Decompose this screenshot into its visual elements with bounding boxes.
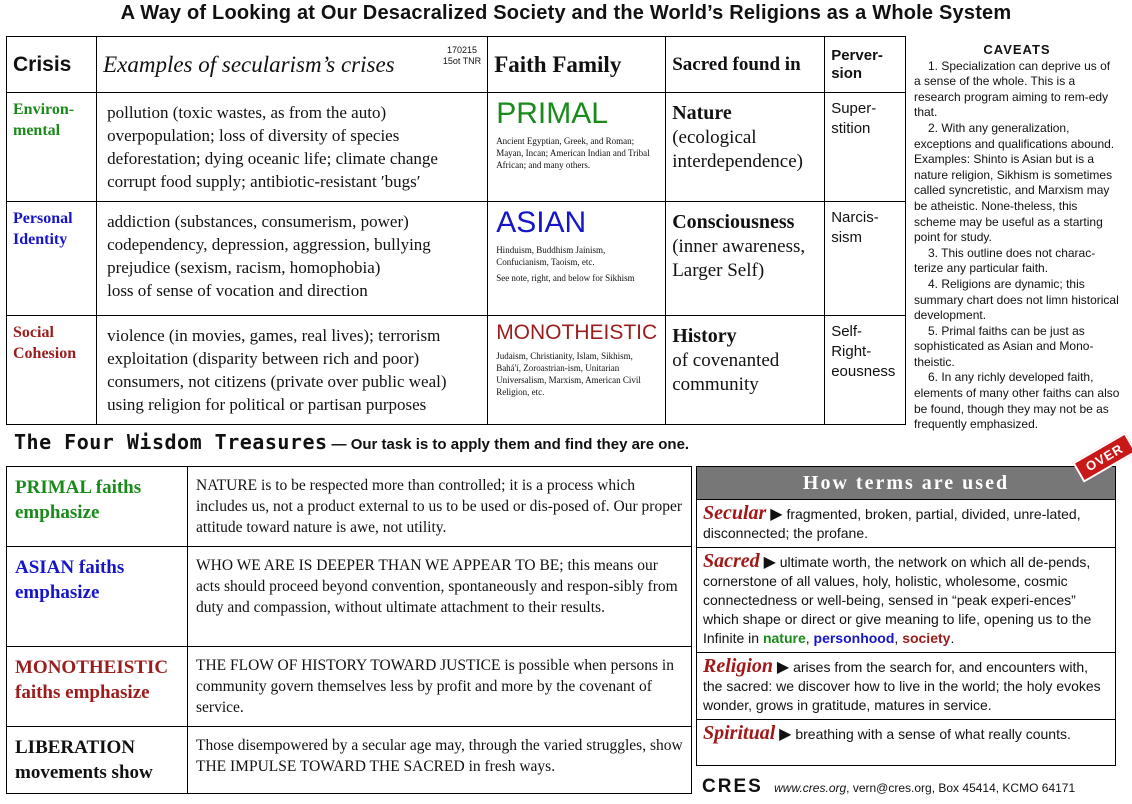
example-item: prejudice (sexism, racism, homophobia)	[107, 258, 381, 277]
family-name: ASIAN	[496, 206, 587, 239]
crisis-environmental	[7, 93, 97, 202]
perversion-cell: Self- Right- eousness	[825, 316, 906, 425]
wisdom-label-asian: ASIAN faiths emphasize	[7, 547, 188, 647]
code-line1: 170215	[446, 45, 478, 55]
caveat-item: 4. Religions are dynamic; this summary chart does not limn historical development.	[914, 276, 1119, 323]
header-faith-family: Faith Family	[488, 37, 666, 93]
sacred-detail: (inner awareness, Larger Self)	[672, 236, 806, 281]
examples-cell	[97, 93, 488, 202]
wisdom-body: is to be respected more than controlled; it is a process which includes us, not a product external to us to be used or dis-posed of. Our proper attitude toward nature is awe, not utility.	[196, 477, 682, 536]
table-row	[7, 647, 692, 727]
play-arrow-icon: ▶	[776, 659, 790, 676]
family-examples: Hinduism, Buddhism Jainism, Confucianism, Taoism, etc.	[496, 245, 606, 267]
caveat-item: 5. Primal faiths can be just as sophisticated as Asian and Mono-theistic.	[914, 323, 1094, 369]
wisdom-key: NATURE	[196, 477, 258, 494]
crisis-line: Cohesion	[13, 345, 77, 362]
table-row	[7, 316, 906, 425]
term-name: Religion	[703, 655, 774, 677]
table-row	[7, 202, 906, 316]
crisis-line: Identity	[13, 231, 68, 248]
wisdom-text	[188, 647, 692, 727]
crisis-line: Personal	[13, 210, 73, 227]
terms-panel	[696, 466, 1116, 766]
family-note: See note, right, and below for Sikhism	[496, 273, 635, 283]
table-row	[7, 93, 906, 202]
caveat-item: 3. This outline does not charac-terize any particular faith.	[914, 245, 1096, 276]
sacred-key: Consciousness	[672, 211, 795, 233]
terms-heading: How terms are used	[697, 467, 1115, 499]
faith-family-asian	[488, 202, 666, 316]
table-row	[7, 727, 692, 794]
website-link[interactable]: www.cres.org	[774, 781, 847, 795]
example-item: overpopulation; loss of diversity of species	[107, 126, 400, 145]
wisdom-table	[6, 466, 692, 794]
crisis-line: Social	[13, 324, 54, 341]
wisdom-key: WHO WE ARE IS DEEPER THAN WE APPEAR TO BE	[196, 557, 560, 574]
header-crisis: Crisis	[7, 37, 97, 93]
sacred-detail: (ecological interdependence)	[672, 127, 803, 172]
wisdom-text	[188, 547, 692, 647]
family-examples: Ancient Egyptian, Greek, and Roman; Mayan, Incan; American Indian and Tribal African; and many others.	[496, 136, 650, 170]
sacred-cell	[666, 93, 825, 202]
crisis-table	[6, 36, 906, 425]
term-definition: ultimate worth, the network on which all de-pends, cornerstone of all values, holy, holistic, wholesome, cosmic connectedness or well-being, sensed in “peak experi-ences” which shape or direct or give meaning to life, opening us to the Infinite in	[703, 554, 1092, 646]
header-sacred-found-in: Sacred found in	[666, 37, 825, 93]
caveats-heading: CAVEATS	[983, 42, 1051, 57]
term-secular	[697, 499, 1115, 547]
term-definition: arises from the search for, and encounters with, the sacred: we discover how to live in the world; the holy evokes wonder, grows in gratitude, matures in service.	[703, 659, 1101, 713]
treasures-subtitle: — Our task is to apply them and find they are one.	[331, 436, 690, 453]
table-row	[7, 547, 692, 647]
family-name: MONOTHEISTIC	[496, 321, 658, 344]
example-item: loss of sense of vocation and direction	[107, 281, 368, 300]
wisdom-text	[188, 467, 692, 547]
sacred-key: History	[672, 325, 737, 347]
examples-cell	[97, 316, 488, 425]
example-item: corrupt food supply; antibiotic-resistant ʹbugsʹ	[107, 172, 421, 191]
family-name: PRIMAL	[496, 97, 608, 130]
wisdom-key: THE FLOW OF HISTORY TOWARD JUSTICE	[196, 657, 501, 674]
code-line2: 15ot TNR	[442, 56, 482, 66]
example-item: using religion for political or partisan purposes	[107, 395, 427, 414]
term-religion	[697, 652, 1115, 719]
keyword-personhood: personhood	[813, 630, 895, 646]
wisdom-body: ; this means our acts should proceed beyond convention, spontaneously and respon-sibly from duty and compassion, without ultimate attachment to their results.	[196, 557, 678, 616]
header-perversion	[825, 37, 906, 93]
sacred-key: Nature	[672, 102, 732, 124]
term-sacred: Sacred ▶ ultimate worth, the network on which all de-pends, cornerstone of all values, holy, holistic, wholesome, cosmic connectedness or well-being, sensed in “peak experi-ences” which shape or direct or give meaning to life, opening us to the Infinite in nature, personhood, society.	[697, 547, 1115, 652]
perversion-cell: Super- stition	[825, 93, 906, 202]
faith-family-monotheistic	[488, 316, 666, 425]
wisdom-label-primal: PRIMAL faiths emphasize	[7, 467, 188, 547]
over-badge: OVER	[1072, 432, 1132, 482]
crisis-line: Environ-	[13, 101, 75, 118]
example-item: exploitation (disparity between rich and poor)	[107, 349, 420, 368]
keyword-nature: nature	[762, 630, 806, 646]
example-item: violence (in movies, games, real lives); terrorism	[107, 326, 441, 345]
wisdom-text	[188, 727, 692, 794]
wisdom-key: THE IMPULSE TOWARD THE SACRED	[196, 758, 465, 775]
header-examples	[97, 37, 488, 93]
term-name: Spiritual	[703, 722, 776, 744]
examples-cell	[97, 202, 488, 316]
page-title: A Way of Looking at Our Desacralized Society and the World’s Religions as a Whole System	[120, 2, 1012, 24]
example-item: addiction (substances, consumerism, power)	[107, 212, 409, 231]
crisis-social-cohesion	[7, 316, 97, 425]
crisis-table-header	[7, 37, 906, 93]
example-item: pollution (toxic wastes, as from the auto)	[107, 103, 387, 122]
sacred-cell	[666, 202, 825, 316]
term-spiritual	[697, 719, 1115, 748]
term-name: Sacred	[703, 550, 760, 572]
treasures-title: The Four Wisdom Treasures	[14, 430, 328, 454]
term-name: Secular	[703, 502, 767, 524]
org-logo: CRES	[702, 776, 763, 797]
faith-family-primal	[488, 93, 666, 202]
wisdom-body: is possible when persons in community govern themselves less by profit and more by the covenant of service.	[196, 657, 674, 716]
header-examples-label: Examples of secularism’s crises	[103, 51, 395, 77]
crisis-line: mental	[13, 122, 61, 139]
crisis-personal-identity	[7, 202, 97, 316]
contact-info: , vern@cres.org, Box 45414, KCMO 64171	[846, 781, 1076, 795]
wisdom-body: Those disempowered by a secular age may, through the varied struggles, show	[196, 737, 683, 754]
play-arrow-icon: ▶	[779, 726, 792, 743]
play-arrow-icon: ▶	[763, 554, 776, 571]
example-item: codependency, depression, aggression, bullying	[107, 235, 431, 254]
sacred-detail: of covenanted community	[672, 350, 780, 395]
term-definition: fragmented, broken, partial, divided, unre-lated, disconnected; the profane.	[703, 506, 1081, 541]
treasures-heading	[14, 430, 914, 454]
example-item: deforestation; dying oceanic life; climate change	[107, 149, 438, 168]
sacred-cell	[666, 316, 825, 425]
term-definition: breathing with a sense of what really counts.	[795, 726, 1071, 742]
header-code	[443, 45, 481, 67]
wisdom-body: in fresh ways.	[464, 758, 556, 775]
perversion-line1: Perver-	[831, 46, 883, 64]
family-examples: Judaism, Christianity, Islam, Sikhism, Bahá'í, Zoroastrian-ism, Unitarian Universalism, Marxism, American Civil Religion, etc.	[496, 351, 641, 397]
caveat-item: 6. In any richly developed faith, elements of many other faiths can also be found, though they may not be as frequently emphasized.	[914, 370, 1120, 432]
wisdom-label-monotheistic: MONOTHEISTIC faiths emphasize	[7, 647, 188, 727]
example-item: consumers, not citizens (private over public weal)	[107, 372, 447, 391]
wisdom-label-liberation: LIBERATION movements show	[7, 727, 188, 794]
table-row	[7, 467, 692, 547]
play-arrow-icon: ▶	[770, 506, 783, 523]
caveats-panel	[914, 42, 1120, 433]
footer	[702, 776, 1075, 798]
caveat-item: 2. With any generalization, exceptions and qualifications abound. Examples: Shinto is Asian but is a nature religion, Sikhism is sometimes called syncretistic, and Marxism may be atheistic. None-theless, this scheme may be useful as a starting point for study.	[914, 120, 1115, 245]
perversion-line2: sion	[831, 64, 863, 82]
caveat-item: 1. Specialization can deprive us of a sense of the whole. This is a research program aiming to rem-edy that.	[914, 58, 1111, 120]
perversion-cell: Narcis- sism	[825, 202, 906, 316]
keyword-society: society	[902, 630, 951, 646]
